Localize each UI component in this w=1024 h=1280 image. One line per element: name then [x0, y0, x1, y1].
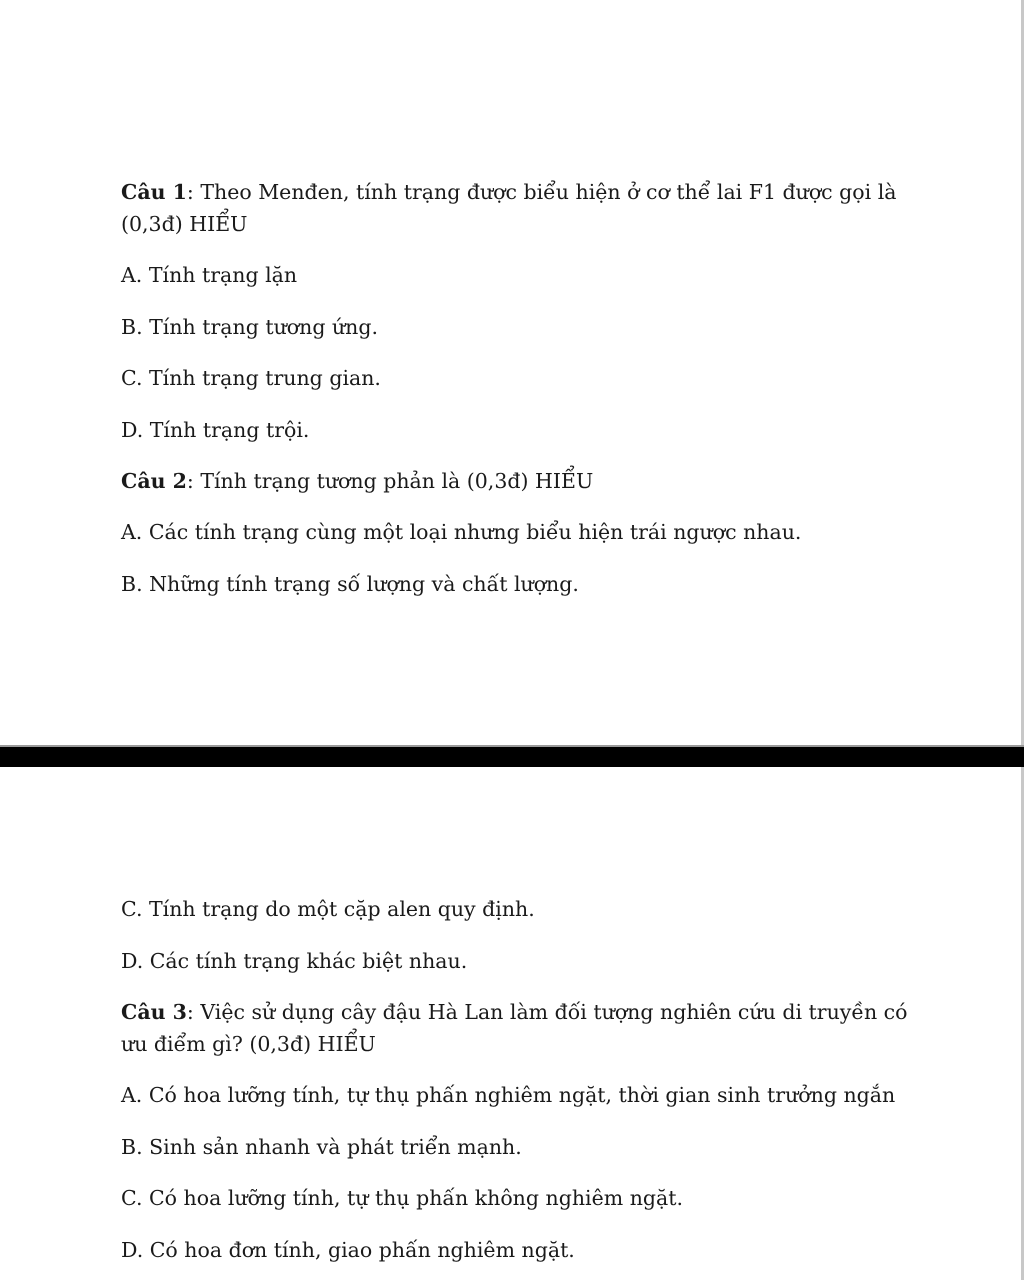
question-3-option-a: A. Có hoa lưỡng tính, tự thụ phấn nghiêm ngặt, thời gian sinh trưởng ngắn [121, 1083, 896, 1107]
page-2-content [121, 893, 911, 1280]
document-page-2 [0, 767, 1024, 1280]
page-separator [0, 745, 1024, 767]
question-3 [121, 996, 911, 1060]
question-1-option-b: B. Tính trạng tương ứng. [121, 314, 379, 339]
question-1-label: Câu 1 [121, 180, 187, 204]
question-3-label: Câu 3 [121, 1000, 187, 1024]
question-1-option-a: A. Tính trạng lặn [121, 263, 298, 287]
question-3-option-b: B. Sinh sản nhanh và phát triển mạnh. [121, 1134, 522, 1159]
question-1-option-c: C. Tính trạng trung gian. [121, 366, 381, 390]
question-2-label: Câu 2 [121, 469, 187, 493]
question-3-option-d: D. Có hoa đơn tính, giao phấn nghiêm ngặt. [121, 1237, 575, 1262]
question-3-text: : Việc sử dụng cây đậu Hà Lan làm đối tượng nghiên cứu di truyền có ưu điểm gì? (0,3đ) HIỂU [121, 1000, 908, 1056]
question-3-option-c: C. Có hoa lưỡng tính, tự thụ phấn không nghiêm ngặt. [121, 1186, 683, 1210]
page-1-content [121, 176, 911, 619]
question-2-option-a: A. Các tính trạng cùng một loại nhưng biểu hiện trái ngược nhau. [121, 520, 802, 544]
question-2-option-b: B. Những tính trạng số lượng và chất lượng. [121, 571, 579, 596]
question-1 [121, 176, 911, 240]
question-2 [121, 465, 911, 497]
question-2-text: : Tính trạng tương phản là (0,3đ) HIỂU [186, 469, 594, 493]
question-1-option-d: D. Tính trạng trội. [121, 417, 310, 442]
question-2-option-c: C. Tính trạng do một cặp alen quy định. [121, 897, 535, 921]
question-1-text: : Theo Menđen, tính trạng được biểu hiện ở cơ thể lai F1 được gọi là (0,3đ) HIỂU [121, 180, 897, 236]
question-2-option-d: D. Các tính trạng khác biệt nhau. [121, 948, 468, 973]
